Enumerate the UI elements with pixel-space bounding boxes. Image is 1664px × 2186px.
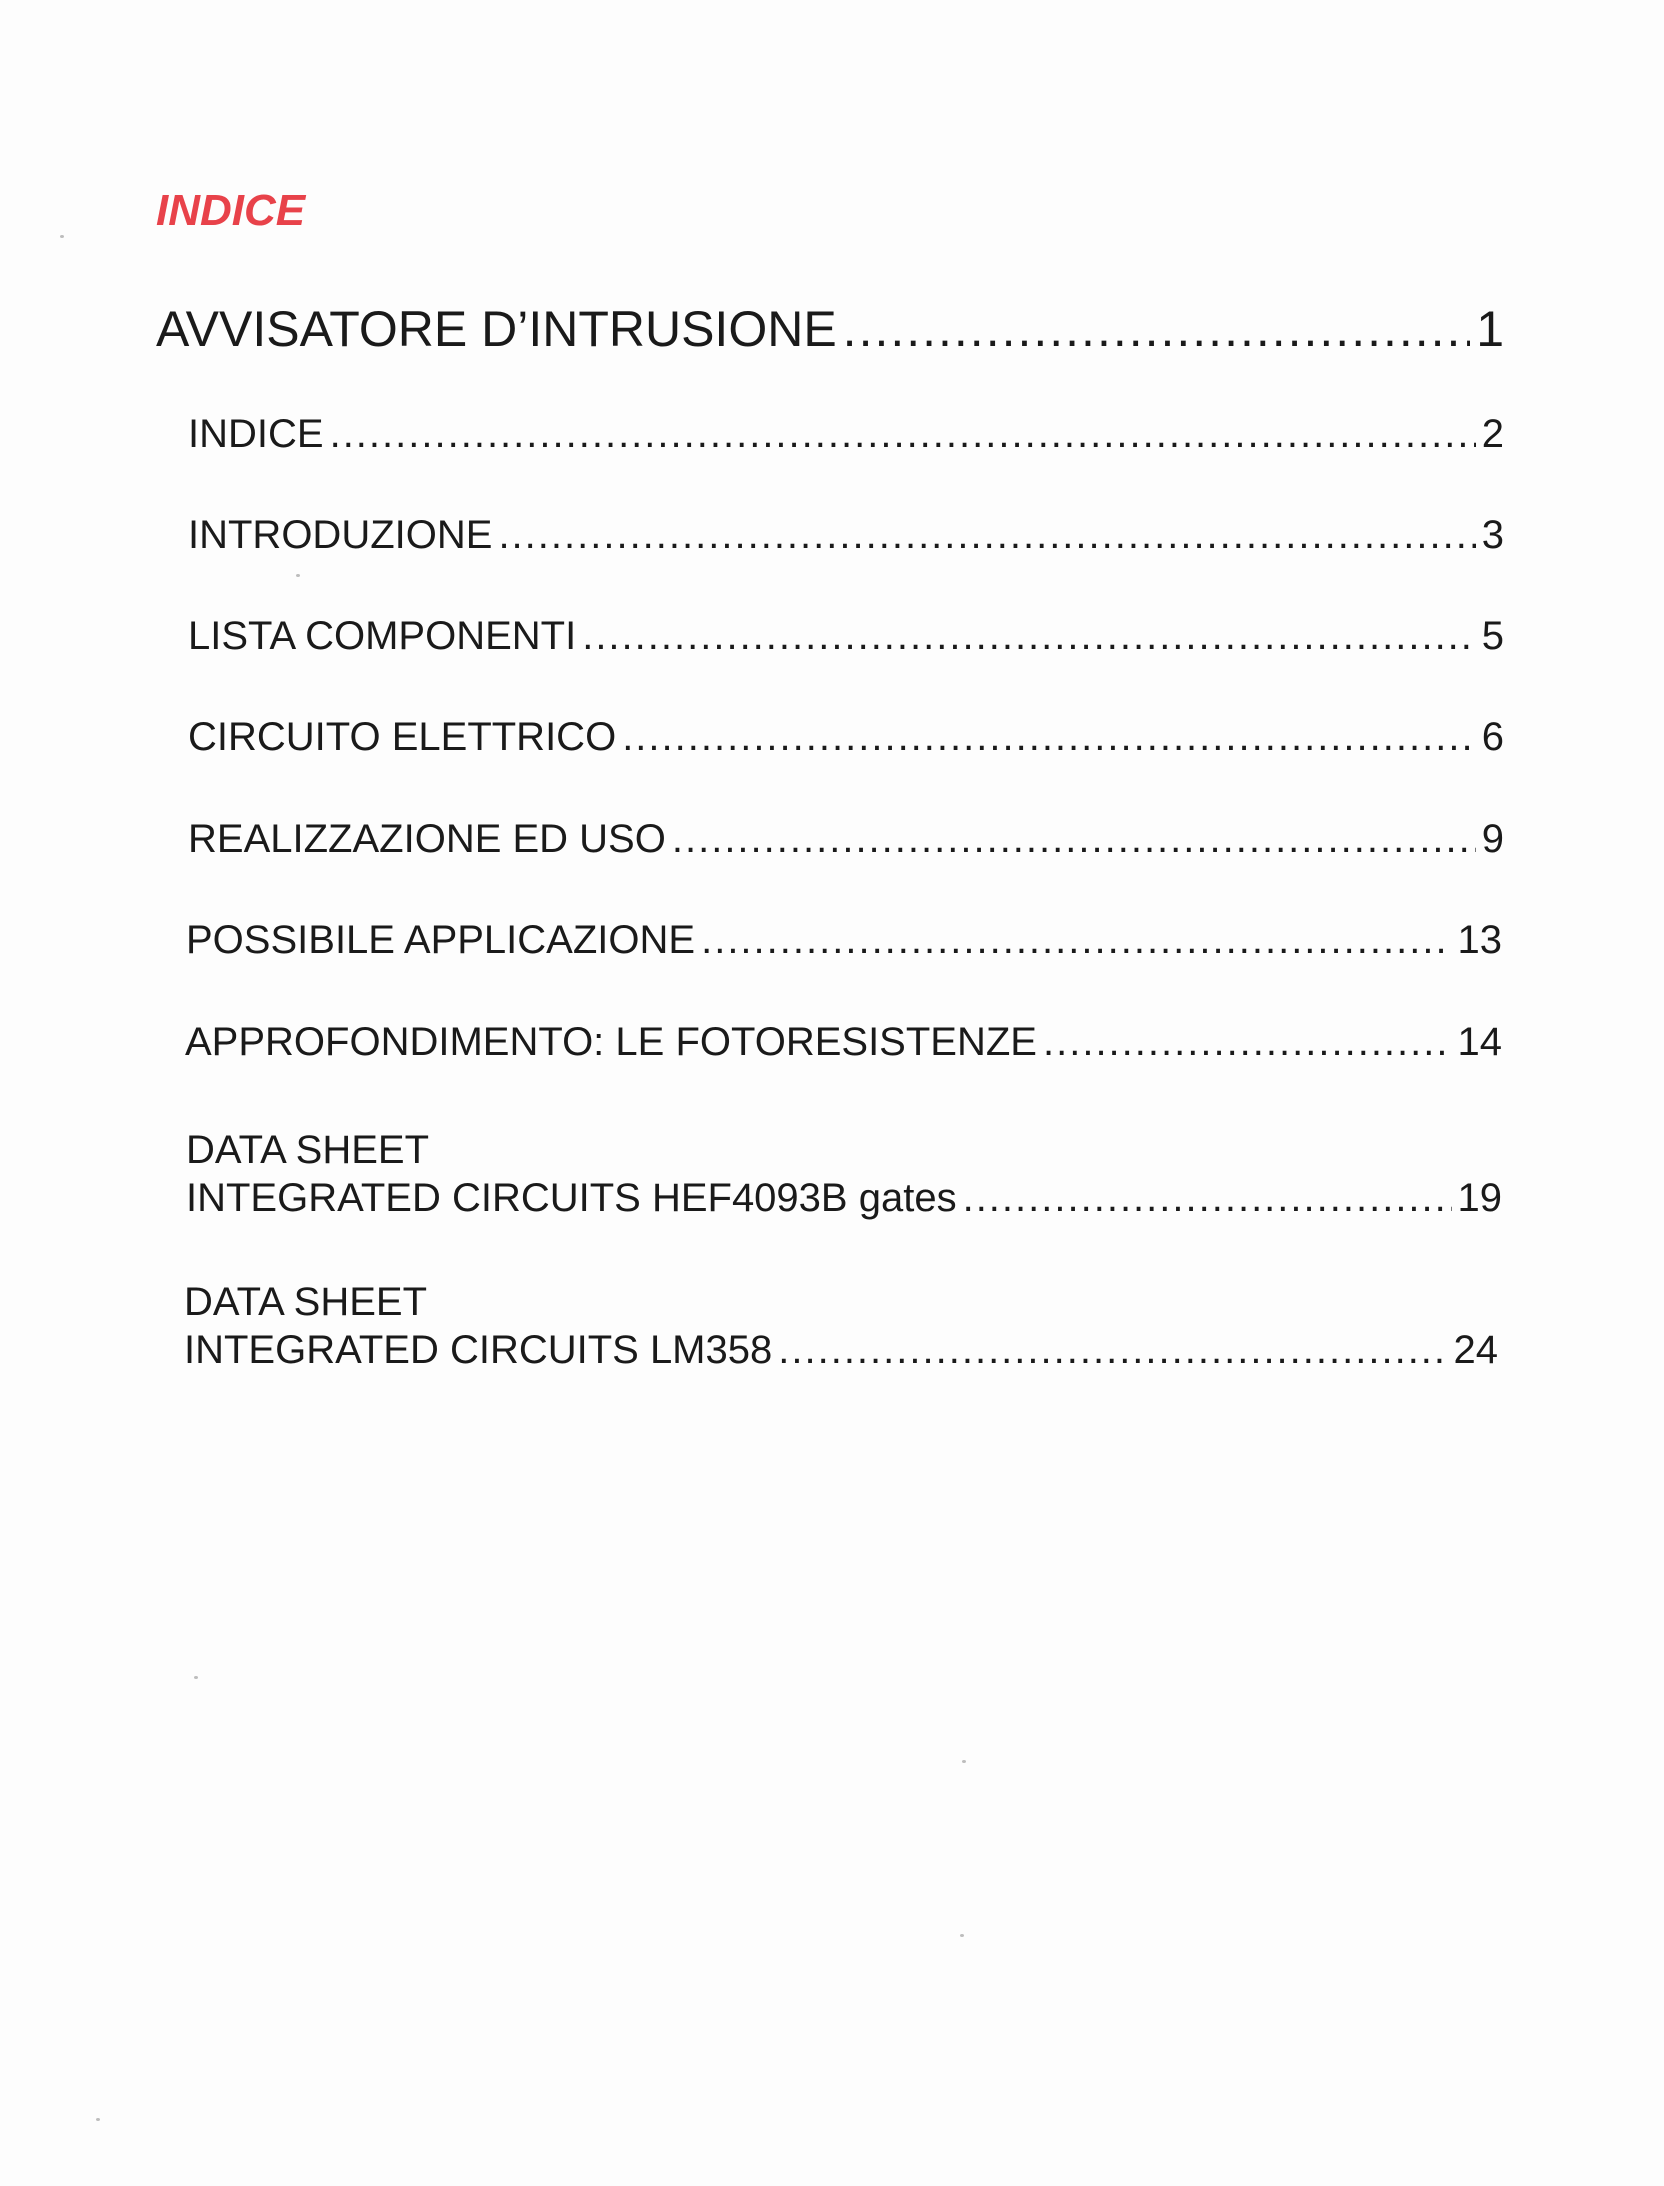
toc-dot-leader (672, 817, 1476, 862)
toc-entry-page: 14 (1457, 1020, 1502, 1064)
toc-entry[interactable] (188, 412, 1504, 457)
toc-main-entry-page: 1 (1476, 301, 1504, 357)
toc-dot-leader (963, 1176, 1452, 1221)
toc-entry-label: CIRCUITO ELETTRICO (188, 715, 617, 759)
toc-entry-label: INTEGRATED CIRCUITS LM358 (184, 1328, 773, 1372)
toc-entry-page: 5 (1481, 614, 1504, 658)
toc-entry-label: APPROFONDIMENTO: LE FOTORESISTENZE (185, 1020, 1037, 1064)
toc-dot-leader (582, 614, 1476, 659)
toc-entry-label: INTEGRATED CIRCUITS HEF4093B gates (186, 1176, 957, 1220)
toc-entry[interactable] (185, 1020, 1502, 1065)
toc-entry[interactable] (186, 918, 1502, 963)
toc-heading: INDICE (156, 186, 306, 235)
toc-entry-page: 2 (1481, 412, 1504, 456)
toc-entry-label: REALIZZAZIONE ED USO (188, 817, 666, 861)
toc-dot-leader (498, 513, 1475, 558)
toc-dot-leader (622, 715, 1476, 760)
toc-entry[interactable] (188, 614, 1504, 659)
toc-entry-page: 13 (1457, 918, 1502, 962)
toc-dot-leader (843, 300, 1471, 358)
toc-entry-page: 3 (1481, 513, 1504, 557)
toc-entry-page: 24 (1453, 1328, 1498, 1372)
toc-entry-label: LISTA COMPONENTI (188, 614, 577, 658)
toc-dot-leader (1043, 1020, 1452, 1065)
toc-datasheet-entry[interactable] (184, 1276, 1498, 1373)
toc-entry-page: 9 (1481, 817, 1504, 861)
toc-datasheet-entry[interactable] (186, 1124, 1502, 1221)
toc-entry[interactable] (188, 817, 1504, 862)
toc-entry-page: 6 (1481, 715, 1504, 759)
scan-speck (296, 574, 300, 577)
toc-datasheet-title: DATA SHEET (184, 1280, 428, 1324)
toc-datasheet-title: DATA SHEET (186, 1128, 430, 1172)
toc-dot-leader (701, 918, 1451, 963)
toc-entry[interactable] (188, 715, 1504, 760)
toc-entry-label: INTRODUZIONE (188, 513, 493, 557)
toc-datasheet-line (186, 1176, 1502, 1221)
toc-entry-label: INDICE (188, 412, 324, 456)
scan-speck (60, 235, 64, 238)
toc-main-entry[interactable] (156, 300, 1504, 358)
toc-entry[interactable] (188, 513, 1504, 558)
scan-speck (194, 1676, 198, 1679)
toc-main-entry-label: AVVISATORE D’INTRUSIONE (156, 301, 837, 357)
scan-speck (960, 1934, 964, 1937)
toc-dot-leader (330, 412, 1476, 457)
toc-dot-leader (778, 1328, 1447, 1373)
scan-speck (962, 1760, 966, 1763)
toc-datasheet-line (184, 1328, 1498, 1373)
toc-entry-page: 19 (1457, 1176, 1502, 1220)
toc-entry-label: POSSIBILE APPLICAZIONE (186, 918, 696, 962)
scan-speck (96, 2118, 100, 2121)
